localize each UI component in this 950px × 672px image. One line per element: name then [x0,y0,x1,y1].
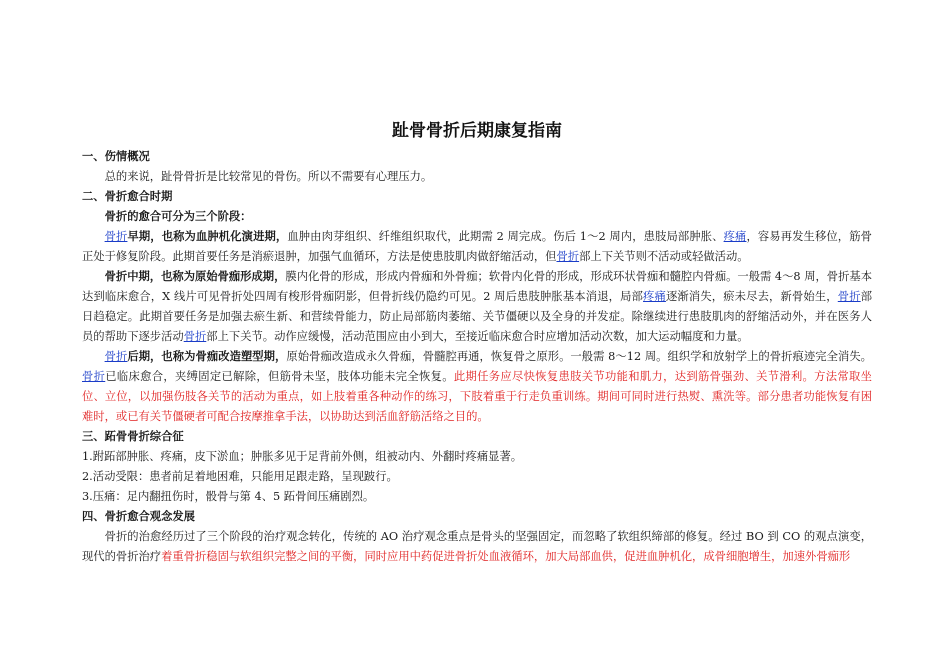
concept-emphasis: 着重骨折稳固与软组织完整之间的平衡，同时应用中药促进骨折处血液循环，加大局部血供，促进血肿机化，成骨细胞增生，加速外骨痂形 [161,550,851,563]
fracture-link[interactable]: 骨折 [556,250,580,263]
stage-early-text-3: 部上下关节则不活动或轻做活动。 [579,250,749,263]
paragraph-concept [82,527,872,567]
stage-early-text: 血肿由肉芽组织、纤维组织取代，此期需 2 周完成。伤后 1～2 周内，患肢局部肿胀、 [287,230,724,243]
stage-late-text: 原始骨痂改造成永久骨痂，骨髓腔再通，恢复骨之原形。一般需 8～12 周。组织学和放射学上的骨折痕迹完全消失。 [286,350,872,363]
pain-link[interactable]: 疼痛 [723,230,747,243]
syndrome-item: 2.活动受限：患者前足着地困难，只能用足跟走路，呈现跛行。 [82,470,398,483]
paragraph-stage-middle [82,267,872,347]
fracture-link[interactable]: 骨折 [104,230,128,243]
stage-early-title: 早期，也称为血肿机化演进期， [127,230,288,243]
paragraph-healing-intro: 骨折的愈合可分为三个阶段： [104,210,252,223]
section-heading-healing: 二、骨折愈合时期 [82,190,173,203]
paragraph-injury: 总的来说，趾骨骨折是比较常见的骨伤。所以不需要有心理压力。 [104,170,433,183]
pain-link[interactable]: 疼痛 [643,290,666,303]
section-heading-syndrome: 三、跖骨骨折综合征 [82,430,184,443]
fracture-link[interactable]: 骨折 [104,350,128,363]
stage-early-text-2: ，容易再发生移位，筋骨正处于修复阶段。此期首要任务是消瘀退肿，加强气血循环，方法是使患肢肌肉做舒缩活动，但 [82,230,872,263]
paragraph-stage-late [82,347,872,427]
stage-middle-text-4: 部上下关节。动作应缓慢，活动范围应由小到大，至接近临床愈合时应增加活动次数，加大运动幅度和力量。 [206,330,749,343]
stage-late-title: 后期，也称为骨痂改造塑型期， [127,350,287,363]
stage-middle-text: 膜内化骨的形成，形成内骨痂和外骨痂；软骨内化骨的形成，形成环状骨痂和髓腔内骨痂。一般需 4～8 周，骨折基本达到临床愈合，X 线片可见骨折处四周有梭形骨痂阴影，但骨折线仍隐约可见。2 周后患肢肿胀基本消退，局部 [82,270,872,303]
fracture-link[interactable]: 骨折 [82,370,106,383]
stage-middle-text-2: 逐渐消失，瘀未尽去，新骨始生， [665,290,838,303]
stage-middle-title: 骨折中期，也称为原始骨痂形成期， [104,270,286,283]
fracture-link[interactable]: 骨折 [183,330,207,343]
section-heading-injury: 一、伤情概况 [82,150,150,163]
fracture-link[interactable]: 骨折 [837,290,861,303]
paragraph-stage-early [82,227,872,267]
syndrome-item: 3.压痛：足内翻扭伤时，骰骨与第 4、5 跖骨间压痛剧烈。 [82,490,375,503]
stage-late-text-2: 已临床愈合，夹缚固定已解除，但筋骨未坚，肢体功能未完全恢复。 [105,370,454,383]
stage-middle-text-3: 部日趋稳定。此期首要任务是加强去瘀生新、和营续骨能力，防止局部筋肉萎缩、关节僵硬以及全身的并发症。除继续进行患肢肌肉的舒缩活动外，并在医务人员的帮助下逐步活动 [82,290,872,343]
document-body [82,147,872,567]
syndrome-item: 1.跗跖部肿胀、疼痛，皮下淤血；肿胀多见于足背前外侧，组被动内、外翻时疼痛显著。 [82,450,523,463]
stage-late-emphasis: 此期任务应尽快恢复患肢关节功能和肌力，达到筋骨强劲、关节滑利。方法常取坐位、立位，以加强伤肢各关节的活动为重点，如上肢着重各种动作的练习，下肢着重于行走负重训练。期间可同时进行热熨、熏洗等。部分患者功能恢复有困难时，或已有关节僵硬者可配合按摩推拿手法，以协助达到活血舒筋活络之目的。 [82,370,872,423]
section-heading-concept: 四、骨折愈合观念发展 [82,510,195,523]
concept-text: 骨折的治愈经历过了三个阶段的治疗观念转化，传统的 AO 治疗观念重点是骨头的坚强固定，而忽略了软组织缔部的修复。经过 BO 到 CO 的观点演变，现代的骨折治疗 [82,530,872,563]
document-title: 趾骨骨折后期康复指南 [392,121,562,141]
